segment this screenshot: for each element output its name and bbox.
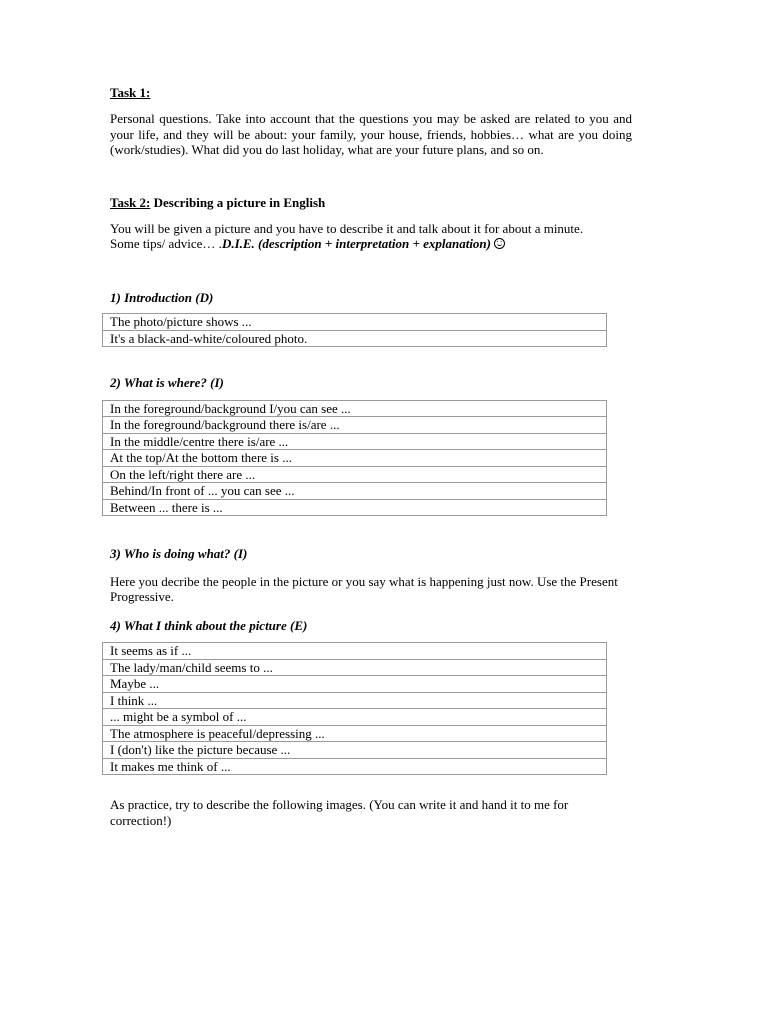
table-row	[103, 725, 607, 742]
table-row	[103, 314, 607, 331]
table-row	[103, 692, 607, 709]
task2-die-formula: D.I.E. (description + interpretation + explanation)	[221, 236, 491, 251]
table-row	[103, 450, 607, 467]
table-row	[103, 483, 607, 500]
task2-title-rest: Describing a picture in English	[150, 194, 326, 210]
table-row	[103, 466, 607, 483]
table-row	[103, 499, 607, 516]
table-cell: On the left/right there are ...	[103, 466, 607, 483]
section3-heading: 3) Who is doing what? (I)	[110, 546, 248, 561]
table-cell: The photo/picture shows ...	[103, 314, 607, 331]
section1-heading: 1) Introduction (D)	[110, 289, 214, 305]
table-cell: In the middle/centre there is/are ...	[103, 433, 607, 450]
document-page	[110, 85, 632, 828]
section1-phrase-table	[102, 313, 607, 347]
task1-title	[110, 85, 632, 101]
table-cell: Behind/In front of ... you can see ...	[103, 483, 607, 500]
table-cell: It seems as if ...	[103, 643, 607, 660]
table-row	[103, 676, 607, 693]
task2-line1: You will be given a picture and you have to describe it and talk about it for about a minute.	[110, 220, 584, 236]
task2-title-label: Task 2:	[110, 194, 151, 210]
task1-title-label: Task 1:	[110, 85, 151, 100]
table-cell: Between ... there is ...	[103, 499, 607, 516]
table-row	[103, 758, 607, 775]
section2-phrase-table	[102, 400, 607, 517]
table-cell: The atmosphere is peaceful/depressing ...	[103, 725, 607, 742]
table-row	[103, 400, 607, 417]
table-cell: The lady/man/child seems to ...	[103, 659, 607, 676]
task1-description: Personal questions. Take into account that the questions you may be asked are related to you and your life, and they will be about: your family, your house, friends, hobbies… what are you doing (work/studies). What did you do last holiday, what are your future plans, and so on.	[110, 111, 632, 157]
table-row	[103, 659, 607, 676]
table-cell: It's a black-and-white/coloured photo.	[103, 330, 607, 347]
table-row	[103, 433, 607, 450]
table-cell: In the foreground/background I/you can see ...	[103, 400, 607, 417]
task2-title	[110, 195, 632, 211]
table-cell: It makes me think of ...	[103, 758, 607, 775]
table-row	[103, 709, 607, 726]
task2-line2-plain: Some tips/ advice… .	[110, 236, 222, 251]
table-cell: At the top/At the bottom there is ...	[103, 450, 607, 467]
task2-description	[110, 221, 632, 252]
table-cell: Maybe ...	[103, 676, 607, 693]
table-row	[103, 643, 607, 660]
table-cell: ... might be a symbol of ...	[103, 709, 607, 726]
table-cell: In the foreground/background there is/are ...	[103, 417, 607, 434]
table-row	[103, 417, 607, 434]
table-row	[103, 330, 607, 347]
smiley-face-icon	[494, 238, 505, 249]
section3-description: Here you decribe the people in the picture or you say what is happening just now. Use the Present Progressive.	[110, 573, 618, 604]
table-cell: I think ...	[103, 692, 607, 709]
table-cell: I (don't) like the picture because ...	[103, 742, 607, 759]
section4-heading: 4) What I think about the picture (E)	[110, 617, 308, 633]
closing-instructions: As practice, try to describe the following images. (You can write it and hand it to me for correction!)	[110, 797, 569, 828]
section4-phrase-table	[102, 642, 607, 775]
section2-heading: 2) What is where? (I)	[110, 375, 224, 390]
table-row	[103, 742, 607, 759]
